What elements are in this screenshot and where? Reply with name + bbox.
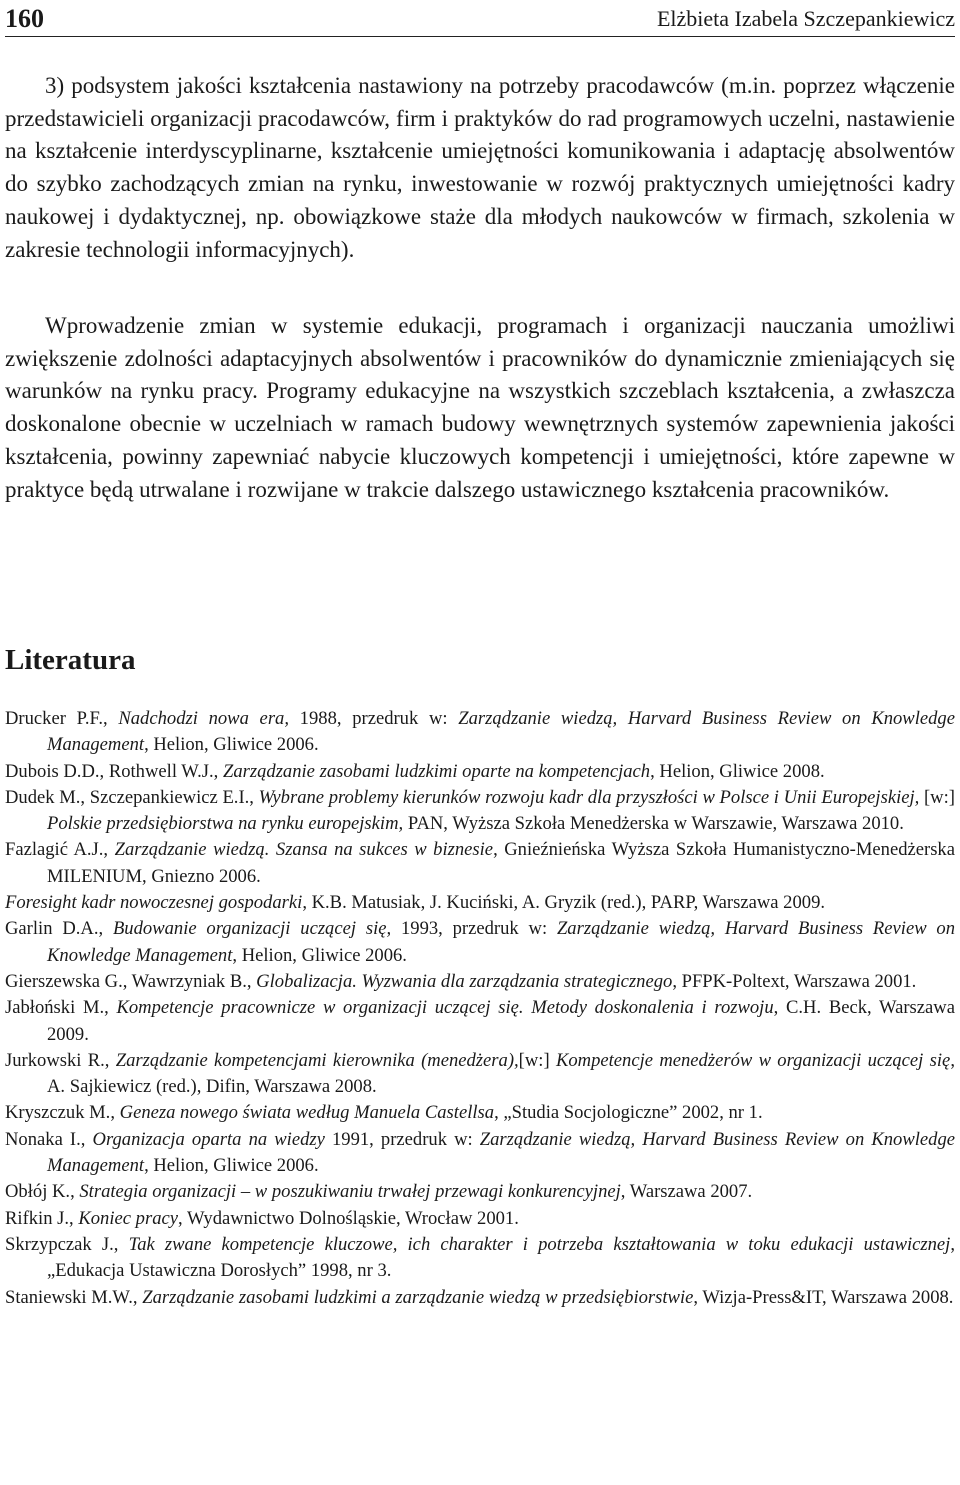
reference-entry bbox=[5, 1100, 955, 1126]
reference-entry bbox=[5, 916, 955, 969]
reference-text: , K.B. Matusiak, J. Kuciński, A. Gryzik (red.), PARP, Warszawa 2009. bbox=[302, 892, 826, 914]
reference-entry bbox=[5, 1179, 955, 1205]
reference-italic-text: Zarządzanie zasobami ludzkimi a zarządzanie wiedzą w przedsiębiorstwie bbox=[142, 1286, 694, 1308]
reference-italic-text: Nadchodzi nowa era, bbox=[118, 708, 289, 729]
reference-text: , A. Sajkiewicz (red.), Difin, Warszawa 2008. bbox=[47, 1049, 955, 1098]
running-head-author: Elżbieta Izabela Szczepankiewicz bbox=[656, 6, 955, 31]
reference-italic-text: Budowanie organizacji uczącej się, bbox=[112, 918, 392, 940]
reference-text: Dudek M., Szczepankiewicz E.I., bbox=[5, 786, 259, 808]
reference-italic-text: Wybrane problemy kierunków rozwoju kadr dla przyszłości w Polsce i Unii Europejskiej, bbox=[258, 786, 920, 808]
reference-text: Rifkin J., bbox=[5, 1207, 79, 1229]
reference-italic-text: Zarządzanie zasobami ludzkimi oparte na kompetencjach bbox=[222, 760, 651, 782]
reference-entry bbox=[5, 890, 955, 916]
reference-italic-text: Zarządzanie wiedzą, Harvard Business Review on Knowledge Management bbox=[47, 1128, 956, 1177]
reference-text: , Wizja-Press&IT, Warszawa 2008. bbox=[693, 1286, 954, 1308]
reference-text: Garlin D.A., bbox=[5, 918, 113, 940]
reference-text: Skrzypczak J., bbox=[5, 1233, 129, 1255]
reference-entry bbox=[5, 837, 955, 890]
reference-text: , „Studia Socjologiczne” 2002, nr 1. bbox=[494, 1102, 763, 1124]
reference-text: Drucker P.F., bbox=[5, 708, 119, 729]
reference-text: , „Edukacja Ustawiczna Dorosłych” 1998, nr 3. bbox=[47, 1233, 956, 1282]
reference-entry bbox=[5, 1127, 955, 1180]
reference-text: , Warszawa 2007. bbox=[620, 1181, 753, 1203]
reference-text: [w:] bbox=[919, 786, 955, 808]
reference-entry bbox=[5, 785, 955, 838]
reference-italic-text: Kompetencje pracownicze w organizacji uczącej się. Metody doskonalenia i rozwoju bbox=[116, 997, 774, 1019]
reference-text: Staniewski M.W., bbox=[5, 1286, 143, 1308]
reference-italic-text: Zarządzanie wiedzą. Szansa na sukces w biznesie bbox=[114, 839, 494, 861]
reference-text: , C.H. Beck, Warszawa 2009. bbox=[47, 997, 955, 1045]
reference-entry bbox=[5, 1048, 955, 1101]
bibliography-list bbox=[5, 706, 955, 1311]
reference-text: , Wydawnictwo Dolnośląskie, Wrocław 2001. bbox=[178, 1207, 519, 1229]
reference-text: , Helion, Gliwice 2006. bbox=[144, 1155, 319, 1177]
reference-text: , Gnieźnieńska Wyższa Szkoła Humanistyczno-Menedżerska MILENIUM, Gniezno 2006. bbox=[47, 839, 955, 887]
reference-italic-text: Zarządzanie wiedzą, Harvard Business Review on Knowledge Management bbox=[47, 708, 955, 756]
reference-entry bbox=[5, 1206, 955, 1232]
reference-text: 1993, przedruk w: bbox=[391, 918, 557, 940]
reference-text: Fazlagić A.J., bbox=[5, 839, 115, 861]
reference-text: 1991, przedruk w: bbox=[324, 1128, 480, 1150]
page-header bbox=[5, 2, 955, 37]
reference-entry bbox=[5, 1232, 955, 1285]
reference-italic-text: Koniec pracy bbox=[78, 1207, 179, 1229]
reference-text: [w:] bbox=[518, 1049, 556, 1071]
reference-italic-text: Globalizacja. Wyzwania dla zarządzania strategicznego bbox=[256, 970, 673, 992]
reference-text: Nonaka I., bbox=[5, 1128, 93, 1150]
reference-italic-text: Foresight kadr nowoczesnej gospodarki bbox=[5, 892, 303, 914]
page-number: 160 bbox=[5, 4, 44, 33]
reference-text: 1988, przedruk w: bbox=[289, 708, 459, 729]
reference-entry bbox=[5, 995, 955, 1048]
reference-entry bbox=[5, 706, 955, 759]
reference-italic-text: Organizacja oparta na wiedzy bbox=[92, 1128, 325, 1150]
reference-text: , Helion, Gliwice 2006. bbox=[232, 944, 407, 966]
reference-text: Jurkowski R., bbox=[5, 1049, 116, 1071]
list-item-paragraph: 3) podsystem jakości kształcenia nastawiony na potrzeby pracodawców (m.in. poprzez włączenie przedstawicieli organizacji pracodawców, firm i praktyków do rad programowych uczelni, nastawienie na kształcenie interdyscyplinarne, kształcenie umiejętności komunikowania i adaptację absolwentów do szybko zachodzących zmian na rynku, inwestowanie w rozwój praktycznych umiejętności kadry naukowej i dydaktycznej, np. obowiązkowe staże dla młodych naukowców w firmach, szkolenia w zakresie technologii informacyjnych). bbox=[5, 73, 955, 262]
reference-text: , Helion, Gliwice 2006. bbox=[144, 734, 319, 756]
body-paragraph: Wprowadzenie zmian w systemie edukacji, programach i organizacji nauczania umożliwi zwiększenie zdolności adaptacyjnych absolwentów i pracowników do dynamicznie zmieniających się warunków na rynku pracy. Programy edukacyjne na wszystkich szczeblach kształcenia, a zwłaszcza doskonalone obecnie w uczelniach w ramach budowy wewnętrznych systemów zapewnienia jakości kształcenia, powinny zapewniać nabycie kluczowych kompetencji i umiejętności, które zapewne w praktyce będą utrwalane i rozwijane w trakcie dalszego ustawicznego kształcenia pracowników. bbox=[5, 313, 955, 502]
section-heading: Literatura bbox=[5, 644, 136, 676]
reference-text: Gierszewska G., Wawrzyniak B., bbox=[5, 970, 257, 992]
reference-text: , Helion, Gliwice 2008. bbox=[650, 760, 825, 782]
reference-text: PAN, Wyższa Szkoła Menedżerska w Warszawie, Warszawa 2010. bbox=[403, 813, 904, 835]
reference-italic-text: Zarządzanie wiedzą, Harvard Business Review on Knowledge Management bbox=[47, 918, 956, 966]
reference-entry bbox=[5, 1285, 955, 1311]
reference-italic-text: Polskie przedsiębiorstwa na rynku europejskim, bbox=[47, 813, 404, 835]
reference-italic-text: Kompetencje menedżerów w organizacji uczącej się bbox=[555, 1049, 951, 1071]
reference-text: Obłój K., bbox=[5, 1181, 80, 1203]
reference-entry bbox=[5, 759, 955, 785]
reference-italic-text: Tak zwane kompetencje kluczowe, ich charakter i potrzeba kształtowania w toku edukacji ustawicznej bbox=[128, 1233, 951, 1255]
reference-italic-text: Zarządzanie kompetencjami kierownika (menedżera), bbox=[115, 1049, 519, 1071]
reference-text: Dubois D.D., Rothwell W.J., bbox=[5, 760, 223, 782]
reference-text: Jabłoński M., bbox=[5, 997, 117, 1019]
reference-italic-text: Geneza nowego świata według Manuela Castellsa bbox=[119, 1102, 495, 1124]
reference-text: Kryszczuk M., bbox=[5, 1102, 120, 1124]
reference-italic-text: Strategia organizacji – w poszukiwaniu trwałej przewagi konkurencyjnej bbox=[79, 1181, 621, 1203]
reference-entry bbox=[5, 969, 955, 995]
reference-text: , PFPK-Poltext, Warszawa 2001. bbox=[672, 970, 917, 992]
